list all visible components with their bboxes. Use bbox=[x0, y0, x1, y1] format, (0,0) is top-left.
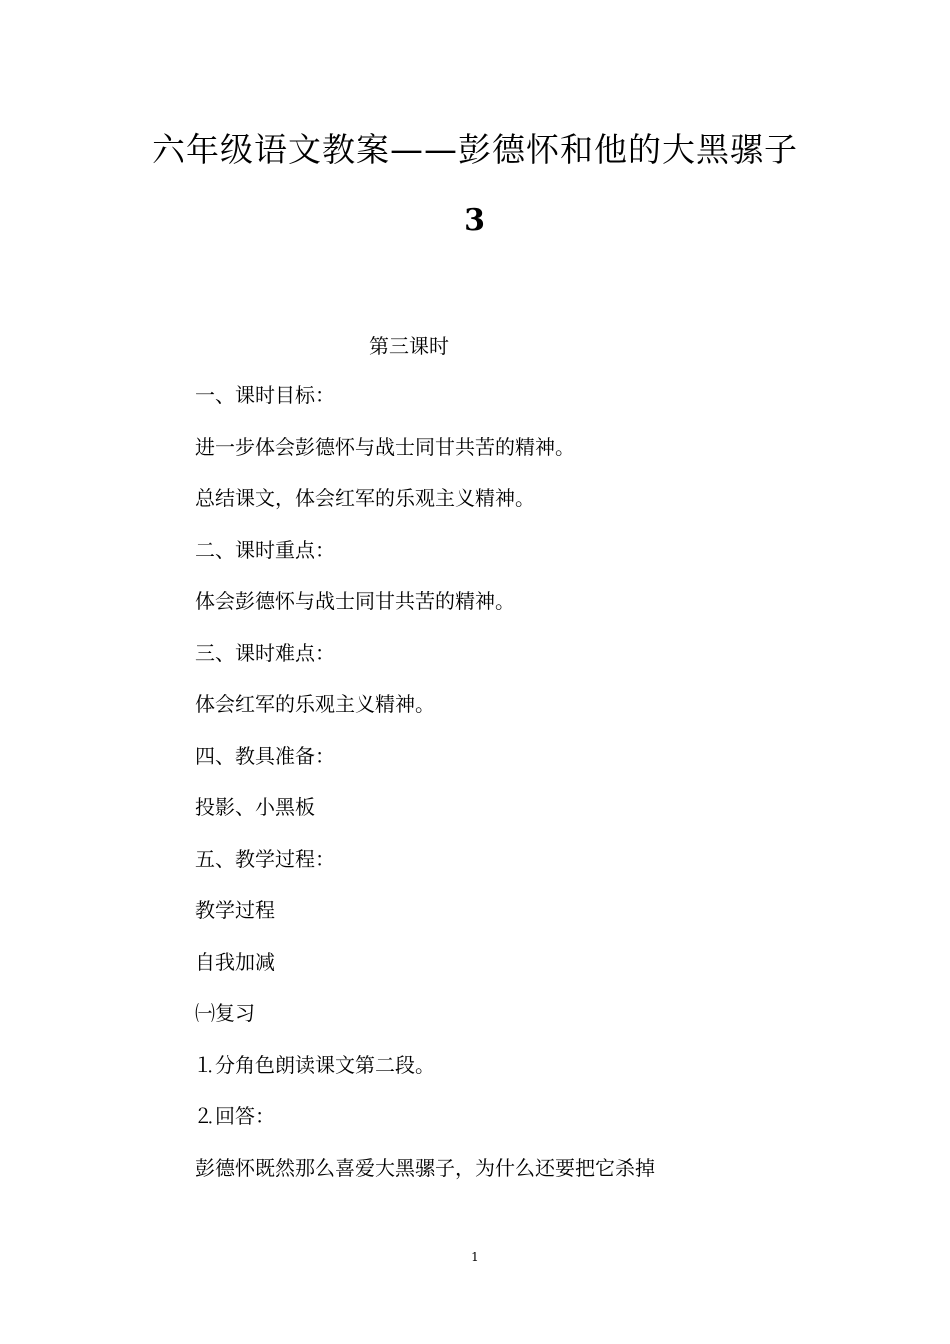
paragraph-line: 体会红军的乐观主义精神。 bbox=[195, 692, 435, 716]
list-item: ⒈分角色朗读课文第二段。 bbox=[195, 1052, 435, 1077]
paragraph-line: 教学过程 bbox=[195, 898, 275, 922]
paragraph-line: 自我加减 bbox=[195, 949, 275, 974]
page-number: 1 bbox=[471, 1250, 479, 1264]
paragraph-line: 体会彭德怀与战士同甘共苦的精神。 bbox=[195, 589, 515, 613]
heading-teaching-aids: 四、教具准备： bbox=[195, 743, 335, 768]
document-title: 六年级语文教案——彭德怀和他的大黑骡子 bbox=[152, 130, 798, 169]
document-title-number: 3 bbox=[464, 203, 486, 238]
section-heading: 第三课时 bbox=[369, 334, 449, 358]
paragraph-line: 彭德怀既然那么喜爱大黑骡子，为什么还要把它杀掉 bbox=[195, 1155, 655, 1180]
paragraph-line: 进一步体会彭德怀与战士同甘共苦的精神。 bbox=[195, 434, 575, 459]
document-body bbox=[195, 381, 835, 1205]
heading-teaching-process: 五、教学过程： bbox=[195, 846, 335, 871]
heading-key-points: 二、课时重点： bbox=[195, 537, 335, 562]
list-item: ⒉回答： bbox=[195, 1104, 275, 1128]
paragraph-line: 总结课文，体会红军的乐观主义精神。 bbox=[195, 486, 535, 510]
paragraph-line: 投影、小黑板 bbox=[195, 795, 315, 819]
subheading-review: ㈠复习 bbox=[195, 1001, 255, 1025]
heading-objectives: 一、课时目标： bbox=[195, 383, 335, 407]
heading-difficulties: 三、课时难点： bbox=[195, 640, 335, 665]
